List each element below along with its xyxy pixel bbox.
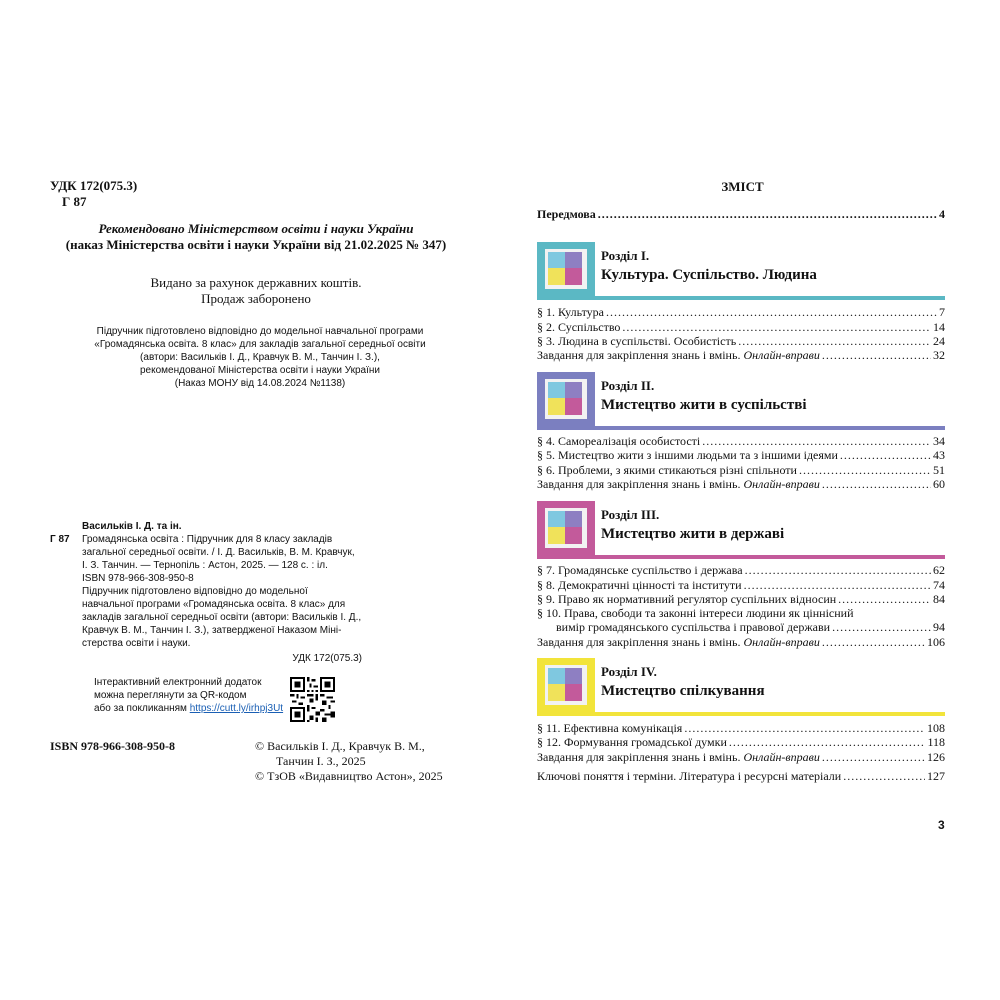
toc-label: § 4. Самореалізація особистості [537, 434, 701, 448]
recommendation-block [50, 221, 462, 253]
qr-description [94, 676, 283, 715]
catalog-line: Кравчук В. М., Танчин І. З.), затвердженої Наказом Міні- [82, 625, 342, 636]
toc-label: Завдання для закріплення знань і вмінь. [537, 635, 741, 649]
recommendation-line: Рекомендовано Міністерством освіти і науки України [98, 221, 414, 236]
catalog-line: загальної середньої освіти. / І. Д. Васильків, В. М. Кравчук, [82, 547, 355, 558]
online-exercises: Онлайн-вправи [743, 348, 820, 362]
catalog-card [50, 520, 362, 665]
copyright-line: Танчин І. З., 2025 [276, 754, 366, 768]
toc-tasks[interactable] [537, 477, 945, 492]
toc-label: § 3. Людина в суспільстві. Особистість [537, 334, 737, 348]
library-code: Г 87 [62, 194, 87, 209]
catalog-udk: УДК 172(075.3) [292, 653, 362, 664]
qr-text-line: або за покликанням [94, 703, 187, 714]
online-exercises: Онлайн-вправи [743, 477, 820, 491]
toc-item[interactable] [537, 721, 945, 736]
toc-label: Завдання для закріплення знань і вмінь. [537, 477, 741, 491]
toc-page: 118 [927, 735, 945, 749]
section-header-1[interactable] [537, 242, 945, 300]
program-line: Підручник підготовлено відповідно до модельної навчальної програми [96, 326, 424, 337]
toc-tasks[interactable] [537, 750, 945, 765]
puzzle-icon [537, 658, 595, 712]
qr-text-line: Інтерактивний електронний додаток [94, 677, 262, 688]
state-funding-notice [50, 275, 462, 307]
toc-glossary[interactable] [537, 769, 945, 784]
copyright-line: © Васильків І. Д., Кравчук В. М., [255, 739, 425, 753]
toc-item[interactable] [537, 592, 945, 607]
toc-page: 126 [927, 750, 945, 764]
udk-code: УДК 172(075.3) [50, 178, 138, 193]
toc-page: 34 [933, 434, 945, 448]
toc-page: 62 [933, 563, 945, 577]
online-exercises: Онлайн-вправи [743, 750, 820, 764]
toc-page: 60 [933, 477, 945, 491]
toc-page: 24 [933, 334, 945, 348]
program-line: рекомендованої Міністерства освіти і науки України [140, 365, 380, 376]
toc-title: ЗМІСТ [721, 179, 764, 194]
toc-label: § 5. Мистецтво жити з іншими людьми та з іншими ідеями [537, 448, 838, 462]
catalog-line: закладів загальної середньої освіти (автори: Васильків І. Д., [82, 612, 362, 623]
section-header-3[interactable] [537, 501, 945, 559]
sale-prohibited-line: Продаж заборонено [201, 291, 311, 306]
section-header-4[interactable] [537, 658, 945, 716]
qr-text-line [94, 702, 283, 715]
section-title: Мистецтво жити в суспільстві [601, 397, 807, 413]
puzzle-icon [537, 372, 595, 426]
online-exercises: Онлайн-вправи [743, 635, 820, 649]
toc-item[interactable] [537, 463, 945, 478]
section-label: Розділ ІІІ. [601, 507, 660, 522]
toc-page: 106 [927, 635, 945, 649]
toc-label: § 2. Суспільство [537, 320, 621, 334]
toc-item[interactable] [537, 334, 945, 349]
catalog-line: стерства освіти і науки. [82, 638, 191, 649]
isbn: ISBN 978-966-308-950-8 [50, 739, 175, 753]
section-divider [537, 555, 945, 559]
qr-text-line: можна переглянути за QR-кодом [94, 690, 247, 701]
toc-page: 14 [933, 320, 945, 334]
toc-page: 108 [927, 721, 945, 735]
catalog-author: Васильків І. Д. та ін. [82, 521, 182, 532]
page-number: 3 [938, 818, 945, 832]
toc-label: Завдання для закріплення знань і вмінь. [537, 750, 741, 764]
toc-label: § 10. Права, свободи та законні інтереси людини як ціннісний [537, 606, 854, 620]
toc-label: Завдання для закріплення знань і вмінь. [537, 348, 741, 362]
toc-label: Передмова [537, 207, 596, 221]
copyright-line: © ТзОВ «Видавництво Астон», 2025 [255, 769, 443, 783]
toc-item[interactable] [537, 563, 945, 578]
toc-label: § 6. Проблеми, з якими стикаються різні спільноти [537, 463, 797, 477]
toc-label: § 8. Демократичні цінності та інститути [537, 578, 742, 592]
toc-item[interactable] [537, 735, 945, 750]
toc-item[interactable] [537, 578, 945, 593]
catalog-isbn: ISBN 978-966-308-950-8 [82, 573, 194, 584]
section-title: Мистецтво спілкування [601, 683, 765, 699]
section-divider [537, 426, 945, 430]
toc-page: 84 [933, 592, 945, 606]
funding-line: Видано за рахунок державних коштів. [150, 275, 362, 290]
section-header-2[interactable] [537, 372, 945, 430]
toc-page: 94 [933, 620, 945, 634]
udk-header [50, 178, 137, 210]
toc-item[interactable] [537, 305, 945, 320]
section-label: Розділ ІІ. [601, 378, 655, 393]
toc-label: § 12. Формування громадської думки [537, 735, 727, 749]
toc-label: Ключові поняття і терміни. Література і ресурсні матеріали [537, 769, 842, 783]
program-line: (автори: Васильків І. Д., Кравчук В. М., Танчин І. З.), [140, 352, 380, 363]
toc-item[interactable] [537, 434, 945, 449]
toc-item[interactable] [537, 448, 945, 463]
section-label: Розділ IV. [601, 664, 657, 679]
qr-link[interactable]: https://cutt.ly/irhpj3Ut [189, 703, 284, 714]
puzzle-icon [537, 501, 595, 555]
catalog-line: навчальної програми «Громадянська освіта. 8 клас» для [82, 599, 346, 610]
catalog-line: І. З. Танчин. — Тернопіль : Астон, 2025. — 128 с. : іл. [82, 560, 328, 571]
recommendation-order: (наказ Міністерства освіти і науки України від 21.02.2025 № 347) [65, 237, 447, 252]
section-label: Розділ І. [601, 248, 650, 263]
program-line: (Наказ МОНУ від 14.08.2024 №1138) [174, 378, 346, 389]
toc-label: § 7. Громадянське суспільство і держава [537, 563, 743, 577]
program-line: «Громадянська освіта. 8 клас» для закладів загальної середньої освіти [94, 339, 426, 350]
toc-item[interactable] [537, 606, 945, 621]
catalog-code: Г 87 [50, 534, 70, 545]
section-divider [537, 296, 945, 300]
toc-page: 32 [933, 348, 945, 362]
toc-page: 51 [933, 463, 945, 477]
section-title: Мистецтво жити в державі [601, 526, 785, 542]
toc-label: § 1. Культура [537, 305, 604, 319]
toc-label: § 9. Право як нормативний регулятор суспільних відносин [537, 592, 837, 606]
program-notice [90, 325, 430, 390]
toc-page: 43 [933, 448, 945, 462]
toc-page: 74 [933, 578, 945, 592]
toc-item[interactable] [537, 620, 945, 635]
catalog-line: Громадянська освіта : Підручник для 8 класу закладів [82, 534, 333, 545]
toc-page: 127 [927, 769, 945, 783]
toc-tasks[interactable] [537, 348, 945, 363]
catalog-line: Підручник підготовлено відповідно до модельної [82, 586, 308, 597]
toc-tasks[interactable] [537, 635, 945, 650]
section-divider [537, 712, 945, 716]
toc-page: 4 [939, 207, 945, 221]
qr-code-icon[interactable] [290, 677, 335, 722]
toc-page: 7 [939, 305, 945, 319]
toc-label: вимір громадянського суспільства і правової держави [556, 620, 831, 634]
toc-preface[interactable] [537, 207, 945, 222]
toc-label: § 11. Ефективна комунікація [537, 721, 683, 735]
toc-item[interactable] [537, 320, 945, 335]
puzzle-icon [537, 242, 595, 296]
section-title: Культура. Суспільство. Людина [601, 267, 817, 283]
copyright-block [255, 739, 443, 784]
